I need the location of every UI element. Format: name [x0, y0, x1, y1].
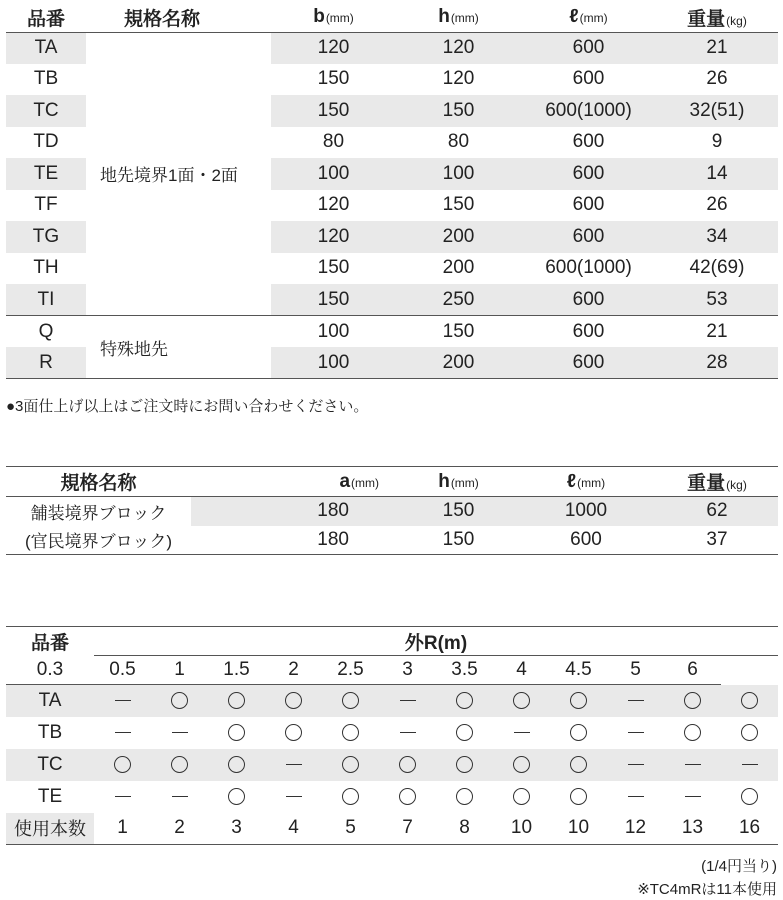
- radius-value: 4.5: [550, 656, 607, 685]
- cell-weight: 21: [706, 320, 728, 342]
- cell-weight: 42(69): [689, 257, 745, 279]
- count-value: 1: [117, 817, 128, 839]
- col-name: 規格名称: [124, 8, 201, 30]
- col-l: ℓ(mm): [566, 470, 606, 492]
- cell-l: 600: [572, 320, 605, 342]
- available-cell: [664, 685, 721, 717]
- count-value: 2: [174, 817, 185, 839]
- circle-icon: [171, 692, 188, 709]
- note-text: ●3面仕上げ以上はご注文時にお問い合わせください。: [6, 398, 369, 415]
- cell-l: 600(1000): [521, 95, 656, 127]
- radius-value: 0.5: [94, 656, 151, 685]
- count-value: 8: [459, 817, 470, 839]
- radius-table: [6, 626, 778, 845]
- circle-icon: [399, 756, 416, 773]
- radius-header: 外R(m): [94, 627, 778, 656]
- available-cell: [550, 781, 607, 813]
- code-cell: TG: [6, 221, 86, 253]
- code-cell: TB: [37, 721, 63, 743]
- dash-icon: [628, 796, 644, 798]
- name-cell: (官民境界ブロック): [25, 532, 172, 552]
- available-cell: [379, 749, 436, 781]
- cell-l: 600(1000): [545, 257, 632, 279]
- unavailable-cell: [664, 781, 721, 813]
- circle-icon: [456, 692, 473, 709]
- code-cell: TH: [33, 257, 59, 279]
- available-cell: [721, 781, 778, 813]
- available-cell: [550, 685, 607, 717]
- dash-icon: [685, 764, 701, 766]
- circle-icon: [285, 724, 302, 741]
- circle-icon: [684, 692, 701, 709]
- cell-l: 600: [521, 158, 656, 190]
- table-row: [6, 749, 778, 781]
- circle-icon: [228, 724, 245, 741]
- circle-icon: [456, 788, 473, 805]
- circle-icon: [684, 724, 701, 741]
- circle-icon: [456, 724, 473, 741]
- available-cell: [265, 717, 322, 749]
- circle-icon: [570, 724, 587, 741]
- col-l: ℓ(mm): [569, 6, 608, 28]
- circle-icon: [570, 788, 587, 805]
- circle-icon: [342, 756, 359, 773]
- unavailable-cell: [379, 717, 436, 749]
- circle-icon: [513, 692, 530, 709]
- radius-value: 2.5: [322, 656, 379, 685]
- available-cell: [151, 749, 208, 781]
- code-cell: R: [6, 347, 86, 379]
- available-cell: [721, 685, 778, 717]
- radius-value: 1.5: [208, 656, 265, 685]
- cell-b: 100: [271, 158, 396, 190]
- cell-weight: 26: [706, 194, 728, 216]
- unavailable-cell: [265, 781, 322, 813]
- table-row: [6, 685, 778, 717]
- radius-value: 3: [379, 656, 436, 685]
- available-cell: [322, 749, 379, 781]
- unavailable-cell: [493, 717, 550, 749]
- cell-weight: 9: [711, 131, 723, 153]
- available-cell: [436, 749, 493, 781]
- available-cell: [664, 717, 721, 749]
- code-cell: TE: [6, 158, 86, 190]
- available-cell: [550, 717, 607, 749]
- cell-l: 600: [521, 284, 656, 316]
- cell-b: 150: [317, 68, 350, 90]
- radius-value: 6: [664, 656, 721, 685]
- cell-b: 80: [322, 131, 345, 153]
- radius-value: 5: [607, 656, 664, 685]
- dash-icon: [628, 732, 644, 734]
- col-b: b(mm): [313, 6, 354, 28]
- table-row: [6, 717, 778, 749]
- radius-value: 3.5: [436, 656, 493, 685]
- circle-icon: [741, 788, 758, 805]
- count-value: 13: [681, 817, 704, 839]
- cell-b: 120: [271, 221, 396, 253]
- table-row: [6, 316, 778, 348]
- circle-icon: [114, 756, 131, 773]
- cell-weight: 28: [656, 347, 778, 379]
- cell-h: 120: [442, 68, 475, 90]
- note-tc4mr: ※TC4mRは11本使用: [637, 881, 777, 898]
- count-value: 3: [231, 817, 242, 839]
- cell-h: 100: [396, 158, 521, 190]
- code-cell: TB: [33, 68, 59, 90]
- available-cell: [436, 685, 493, 717]
- unavailable-cell: [607, 749, 664, 781]
- circle-icon: [342, 724, 359, 741]
- dash-icon: [172, 732, 188, 734]
- cell-h: 120: [396, 32, 521, 64]
- unavailable-cell: [379, 685, 436, 717]
- cell-b: 100: [271, 347, 396, 379]
- circle-icon: [513, 788, 530, 805]
- dash-icon: [115, 796, 131, 798]
- cell-l: 600: [572, 68, 605, 90]
- available-cell: [379, 781, 436, 813]
- available-cell: [436, 717, 493, 749]
- circle-icon: [570, 692, 587, 709]
- table-row: [6, 781, 778, 813]
- cell-h: 250: [396, 284, 521, 316]
- cell-h: 150: [442, 320, 475, 342]
- circle-icon: [741, 724, 758, 741]
- dash-icon: [400, 732, 416, 734]
- unavailable-cell: [607, 781, 664, 813]
- cell-weight: 26: [706, 68, 728, 90]
- cell-l: 1000: [564, 500, 608, 522]
- count-value: 10: [567, 817, 590, 839]
- cell-b: 120: [271, 32, 396, 64]
- radius-value: 1: [151, 656, 208, 685]
- circle-icon: [342, 788, 359, 805]
- code-cell: TA: [6, 32, 86, 64]
- radius-value: 4: [493, 656, 550, 685]
- count-value: 7: [402, 817, 413, 839]
- table-row: [6, 32, 778, 64]
- count-value: 4: [288, 817, 299, 839]
- col-a: a(mm): [339, 470, 379, 492]
- col-weight: 重量(kg): [687, 473, 747, 494]
- cell-weight: 62: [706, 500, 728, 522]
- available-cell: [550, 749, 607, 781]
- circle-icon: [171, 756, 188, 773]
- code-cell: TE: [37, 785, 63, 807]
- dash-icon: [514, 732, 530, 734]
- available-cell: [493, 749, 550, 781]
- available-cell: [721, 717, 778, 749]
- available-cell: [208, 781, 265, 813]
- dash-icon: [172, 796, 188, 798]
- cell-l: 600: [521, 221, 656, 253]
- circle-icon: [228, 692, 245, 709]
- cell-weight: 14: [656, 158, 778, 190]
- circle-icon: [342, 692, 359, 709]
- cell-h: 150: [442, 528, 475, 550]
- count-value: 16: [738, 817, 761, 839]
- unavailable-cell: [607, 685, 664, 717]
- available-cell: [322, 717, 379, 749]
- cell-h: 150: [442, 194, 475, 216]
- count-value: 5: [345, 817, 356, 839]
- table-row: [6, 497, 778, 526]
- cell-weight: 53: [656, 284, 778, 316]
- available-cell: [493, 685, 550, 717]
- unavailable-cell: [151, 717, 208, 749]
- available-cell: [265, 685, 322, 717]
- cell-b: 150: [271, 284, 396, 316]
- unavailable-cell: [607, 717, 664, 749]
- available-cell: [493, 781, 550, 813]
- code-cell: Q: [38, 320, 54, 342]
- available-cell: [208, 717, 265, 749]
- cell-l: 600: [521, 347, 656, 379]
- cell-a: 180: [317, 528, 349, 550]
- cell-h: 200: [396, 221, 521, 253]
- available-cell: [151, 685, 208, 717]
- cell-a: 180: [317, 500, 349, 522]
- dash-icon: [685, 796, 701, 798]
- code-cell: TC: [6, 95, 86, 127]
- circle-icon: [399, 788, 416, 805]
- unavailable-cell: [265, 749, 322, 781]
- available-cell: [322, 781, 379, 813]
- dash-icon: [628, 764, 644, 766]
- dash-icon: [742, 764, 758, 766]
- circle-icon: [228, 756, 245, 773]
- code-cell: TD: [33, 131, 59, 153]
- cell-l: 600: [572, 194, 605, 216]
- available-cell: [436, 781, 493, 813]
- spec-table: [6, 3, 778, 379]
- dash-icon: [115, 700, 131, 702]
- code-cell: TA: [6, 685, 94, 717]
- dash-icon: [628, 700, 644, 702]
- circle-icon: [285, 692, 302, 709]
- table-row: [6, 526, 778, 555]
- available-cell: [322, 685, 379, 717]
- col-name: 規格名称: [60, 473, 137, 494]
- code-cell: TF: [34, 194, 58, 216]
- dash-icon: [286, 764, 302, 766]
- cell-h: 150: [396, 95, 521, 127]
- dash-icon: [400, 700, 416, 702]
- cell-l: 600: [572, 131, 605, 153]
- cell-b: 120: [317, 194, 350, 216]
- group-name-cell: 特殊地先: [86, 316, 271, 379]
- available-cell: [94, 749, 151, 781]
- cell-b: 100: [317, 320, 350, 342]
- circle-icon: [570, 756, 587, 773]
- col-weight: 重量(kg): [687, 8, 747, 30]
- unavailable-cell: [94, 781, 151, 813]
- col-code: 品番: [26, 8, 65, 30]
- circle-icon: [741, 692, 758, 709]
- dash-icon: [286, 796, 302, 798]
- cell-h: 200: [396, 347, 521, 379]
- unavailable-cell: [94, 717, 151, 749]
- count-value: 10: [510, 817, 533, 839]
- radius-value: 2: [265, 656, 322, 685]
- cell-weight: 37: [706, 528, 728, 550]
- cell-weight: 21: [656, 32, 778, 64]
- code-cell: TC: [6, 749, 94, 781]
- cell-weight: 34: [656, 221, 778, 253]
- count-value: 12: [624, 817, 647, 839]
- name-cell: 舗装境界ブロック: [6, 497, 191, 526]
- unavailable-cell: [664, 749, 721, 781]
- group-name-cell: 地先境界1面・2面: [86, 32, 271, 316]
- cell-weight: 32(51): [656, 95, 778, 127]
- available-cell: [208, 749, 265, 781]
- col-code: 品番: [30, 632, 69, 654]
- unavailable-cell: [721, 749, 778, 781]
- circle-icon: [456, 756, 473, 773]
- cell-l: 600: [521, 32, 656, 64]
- cell-l: 600: [570, 528, 602, 550]
- available-cell: [208, 685, 265, 717]
- circle-icon: [513, 756, 530, 773]
- count-label: 使用本数: [6, 813, 94, 845]
- dash-icon: [115, 732, 131, 734]
- cell-h: 80: [447, 131, 470, 153]
- paving-block-table: [6, 466, 778, 555]
- unavailable-cell: [151, 781, 208, 813]
- circle-icon: [228, 788, 245, 805]
- col-h: h(mm): [438, 470, 479, 492]
- unavailable-cell: [94, 685, 151, 717]
- cell-b: 150: [317, 257, 350, 279]
- cell-h: 150: [442, 500, 475, 522]
- note-per-quarter: (1/4円当り): [701, 858, 777, 875]
- count-row: [6, 813, 778, 845]
- cell-h: 200: [442, 257, 475, 279]
- cell-b: 150: [271, 95, 396, 127]
- code-cell: TI: [6, 284, 86, 316]
- radius-value: 0.3: [6, 656, 94, 685]
- col-h: h(mm): [438, 6, 479, 28]
